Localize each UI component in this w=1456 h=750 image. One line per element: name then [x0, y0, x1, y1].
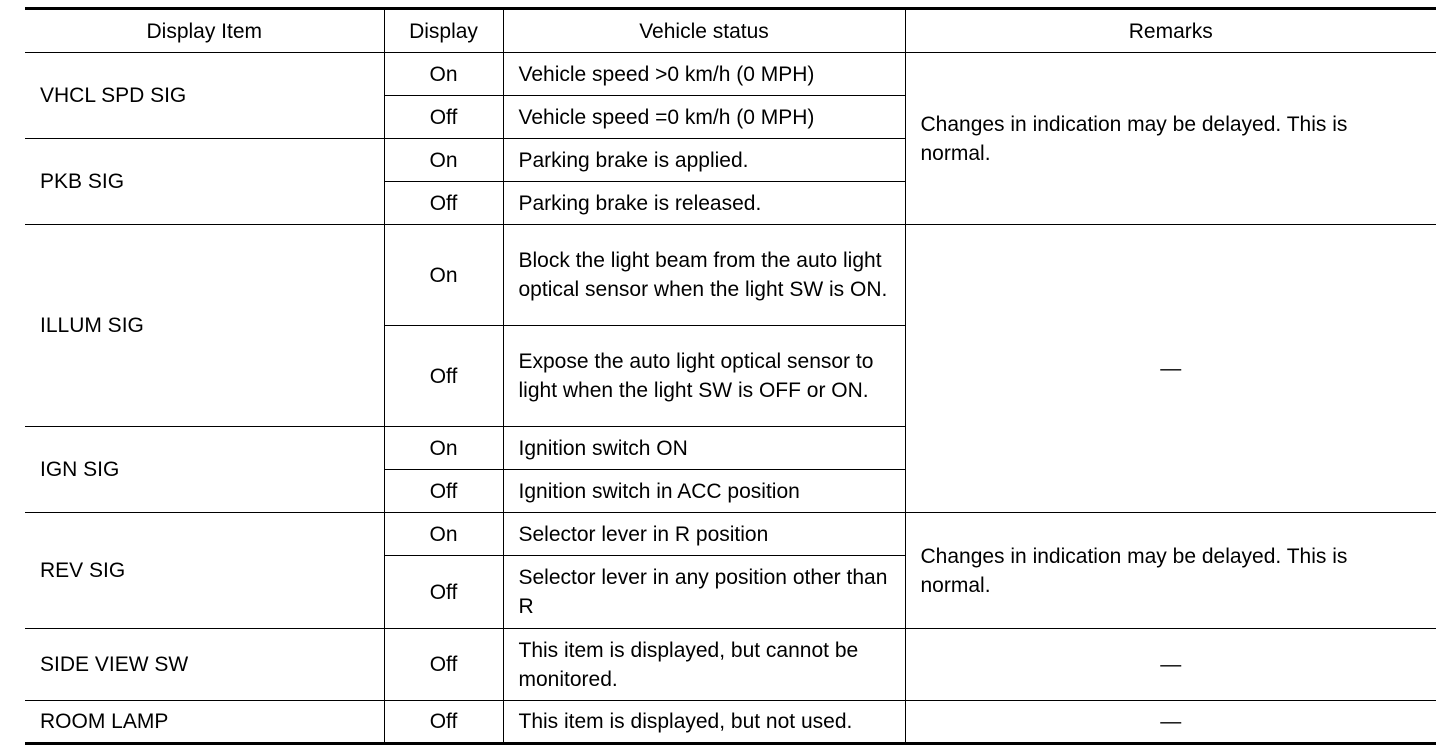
header-row [25, 9, 1436, 53]
table-row [25, 513, 1436, 556]
item-side-view-sw: SIDE VIEW SW [25, 629, 384, 701]
vehicle-status: Parking brake is applied. [503, 139, 905, 182]
remarks-delay-note: Changes in indication may be delayed. This is normal. [905, 513, 1436, 629]
remarks-delay-note: Changes in indication may be delayed. This is normal. [905, 53, 1436, 225]
table-row [25, 225, 1436, 326]
remarks-dash: — [905, 225, 1436, 513]
display-value: On [384, 53, 503, 96]
vehicle-status: Selector lever in any position other than R [503, 556, 905, 629]
table-row [25, 629, 1436, 701]
vehicle-status: Selector lever in R position [503, 513, 905, 556]
vehicle-status: This item is displayed, but cannot be monitored. [503, 629, 905, 701]
item-room-lamp: ROOM LAMP [25, 701, 384, 744]
vehicle-status: Ignition switch in ACC position [503, 470, 905, 513]
vehicle-status: Ignition switch ON [503, 427, 905, 470]
vehicle-status: Vehicle speed >0 km/h (0 MPH) [503, 53, 905, 96]
header-vehicle-status: Vehicle status [503, 9, 905, 53]
display-value: On [384, 427, 503, 470]
item-rev-sig: REV SIG [25, 513, 384, 629]
table-row [25, 701, 1436, 744]
display-value: On [384, 225, 503, 326]
remarks-dash: — [905, 629, 1436, 701]
display-value: Off [384, 96, 503, 139]
vehicle-status: Block the light beam from the auto light optical sensor when the light SW is ON. [503, 225, 905, 326]
vehicle-status: Expose the auto light optical sensor to light when the light SW is OFF or ON. [503, 326, 905, 427]
remarks-dash: — [905, 701, 1436, 744]
monitor-item-table [25, 7, 1436, 745]
header-display: Display [384, 9, 503, 53]
display-value: Off [384, 326, 503, 427]
display-value: Off [384, 556, 503, 629]
display-value: Off [384, 629, 503, 701]
vehicle-status: Parking brake is released. [503, 182, 905, 225]
item-illum-sig: ILLUM SIG [25, 225, 384, 427]
display-value: On [384, 139, 503, 182]
display-value: Off [384, 470, 503, 513]
item-pkb-sig: PKB SIG [25, 139, 384, 225]
header-remarks: Remarks [905, 9, 1436, 53]
display-value: Off [384, 182, 503, 225]
display-value: On [384, 513, 503, 556]
item-ign-sig: IGN SIG [25, 427, 384, 513]
vehicle-status: This item is displayed, but not used. [503, 701, 905, 744]
table-row [25, 53, 1436, 96]
item-vhcl-spd-sig: VHCL SPD SIG [25, 53, 384, 139]
display-value: Off [384, 701, 503, 744]
header-display-item: Display Item [25, 9, 384, 53]
vehicle-status: Vehicle speed =0 km/h (0 MPH) [503, 96, 905, 139]
